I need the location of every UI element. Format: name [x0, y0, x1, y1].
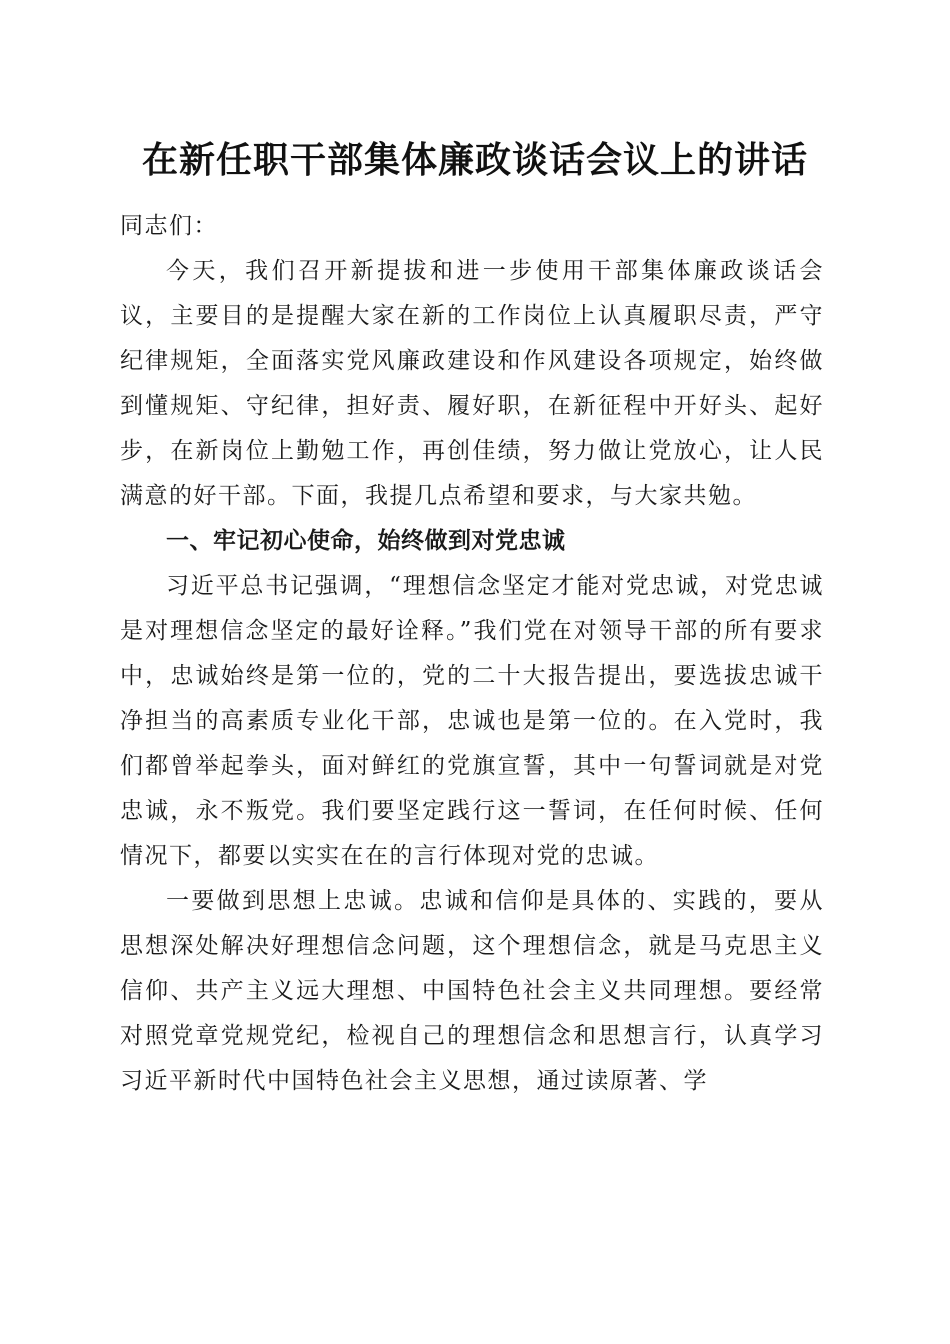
paragraph-ideological-loyalty: 一要做到思想上忠诚。忠诚和信仰是具体的、实践的，要从思想深处解决好理想信念问题，这个理想信念，就是马克思主义信仰、共产主义远大理想、中国特色社会主义共同理想。要经常对照党章党规党纪，检视自己的理想信念和思想言行，认真学习习近平新时代中国特色社会主义思想，通过读原著、学: [120, 888, 824, 1094]
section-heading-1: 一、牢记初心使命，始终做到对党忠诚: [166, 528, 566, 554]
paragraph-loyalty-quote: 习近平总书记强调，“理想信念坚定才能对党忠诚，对党忠诚是对理想信念坚定的最好诠释。”我们党在对领导干部的所有要求中，忠诚始终是第一位的，党的二十大报告提出，要选拔忠诚干净担当的高素质专业化干部，忠诚也是第一位的。在入党时，我们都曾举起拳头，面对鲜红的党旗宣誓，其中一句誓词就是对党忠诚，永不叛党。我们要坚定践行这一誓词，在任何时候、任何情况下，都要以实实在在的言行体现对党的忠诚。: [120, 573, 824, 869]
document-body: [120, 204, 824, 1104]
salutation: 同志们：: [120, 213, 218, 239]
document-title: 在新任职干部集体廉政谈话会议上的讲话: [141, 139, 808, 181]
paragraph-opening: 今天，我们召开新提拔和进一步使用干部集体廉政谈话会议，主要目的是提醒大家在新的工作岗位上认真履职尽责，严守纪律规矩，全面落实党风廉政建设和作风建设各项规定，始终做到懂规矩、守纪律，担好责、履好职，在新征程中开好头、起好步，在新岗位上勤勉工作，再创佳绩，努力做让党放心，让人民满意的好干部。下面，我提几点希望和要求，与大家共勉。: [120, 258, 824, 509]
